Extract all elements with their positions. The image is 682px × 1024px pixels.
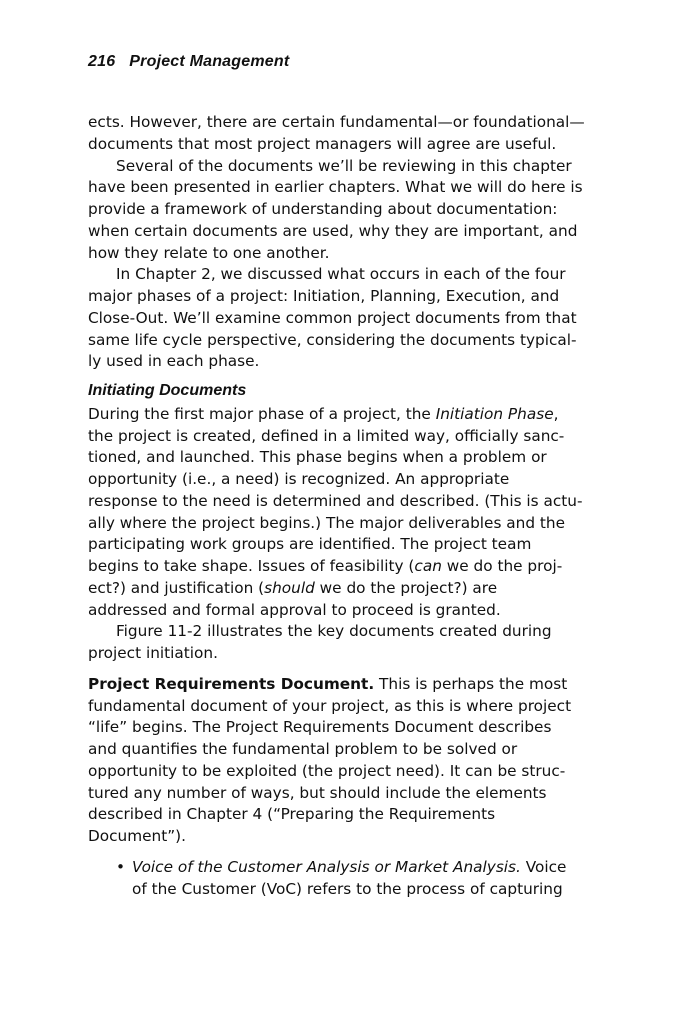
text-line: ally where the project begins.) The major deliverables and the xyxy=(88,513,566,532)
emphasis: Initiation Phase xyxy=(435,404,554,423)
body-text xyxy=(88,112,600,900)
text-line xyxy=(88,578,600,600)
text-line: when certain documents are used, why they are important, and xyxy=(88,221,578,240)
text-line: Close-Out. We’ll examine common project documents from that xyxy=(88,308,577,327)
text-span: ect?) and justification ( xyxy=(88,578,265,597)
paragraph-gap xyxy=(88,665,600,674)
text-span: Voice xyxy=(520,857,567,876)
text-span: This is perhaps the most xyxy=(374,674,568,693)
text-line: described in Chapter 4 (“Preparing the Requirements xyxy=(88,805,496,824)
text-line: documents that most project managers will agree are useful. xyxy=(88,134,557,153)
text-line xyxy=(88,404,600,426)
text-line: Document”). xyxy=(88,827,187,845)
text-line: how they relate to one another. xyxy=(88,243,330,262)
text-line: In Chapter 2, we discussed what occurs in each of the four xyxy=(116,265,566,284)
bullet-icon: • xyxy=(116,857,126,876)
text-line: ects. However, there are certain fundamental—or foundational— xyxy=(88,113,585,131)
text-line: and quantifies the fundamental problem to be solved or xyxy=(88,740,518,758)
section-heading: Initiating Documents xyxy=(88,382,247,399)
emphasis: can xyxy=(414,557,442,575)
text-line: “life” begins. The Project Requirements Document describes xyxy=(88,718,552,737)
text-line: opportunity to be exploited (the project need). It can be struc- xyxy=(88,761,566,780)
text-line: same life cycle perspective, considering the documents typical- xyxy=(88,330,577,349)
text-line: Several of the documents we’ll be reviewing in this chapter xyxy=(116,156,572,175)
emphasis: Voice of the Customer Analysis or Market Analysis. xyxy=(132,857,521,876)
text-span: During the first major phase of a project, the xyxy=(88,404,436,423)
text-line: tioned, and launched. This phase begins when a problem or xyxy=(88,448,547,467)
text-line: tured any number of ways, but should include the elements xyxy=(88,783,547,802)
text-line xyxy=(88,556,600,578)
text-line: participating work groups are identified. The project team xyxy=(88,535,532,554)
text-line: addressed and formal approval to proceed is granted. xyxy=(88,600,501,619)
page-number: 216 xyxy=(88,53,116,70)
text-line xyxy=(88,674,600,696)
text-line: project initiation. xyxy=(88,644,218,662)
text-line: fundamental document of your project, as this is where project xyxy=(88,696,572,715)
text-line: have been presented in earlier chapters. What we will do here is xyxy=(88,178,583,197)
running-header xyxy=(88,53,289,71)
text-line: provide a framework of understanding about documentation: xyxy=(88,200,558,218)
paragraph-gap xyxy=(88,848,600,857)
text-line: the project is created, defined in a limited way, officially sanc- xyxy=(88,426,565,445)
text-span: we do the project?) are xyxy=(314,578,498,597)
text-span: , xyxy=(553,404,559,423)
run-in-heading: Project Requirements Document. xyxy=(88,674,375,693)
text-line: response to the need is determined and described. (This is actu- xyxy=(88,491,583,510)
text-line: Figure 11-2 illustrates the key documents created during xyxy=(116,622,552,641)
text-line: of the Customer (VoC) refers to the process of capturing xyxy=(132,879,563,898)
text-span: begins to take shape. Issues of feasibility ( xyxy=(88,557,415,575)
text-line: major phases of a project: Initiation, Planning, Execution, and xyxy=(88,287,560,305)
running-title: Project Management xyxy=(129,53,290,70)
text-line: ly used in each phase. xyxy=(88,352,260,371)
emphasis: should xyxy=(264,578,315,597)
bullet-item xyxy=(88,857,600,879)
text-line: opportunity (i.e., a need) is recognized. An appropriate xyxy=(88,470,510,488)
text-span: we do the proj- xyxy=(441,557,563,575)
